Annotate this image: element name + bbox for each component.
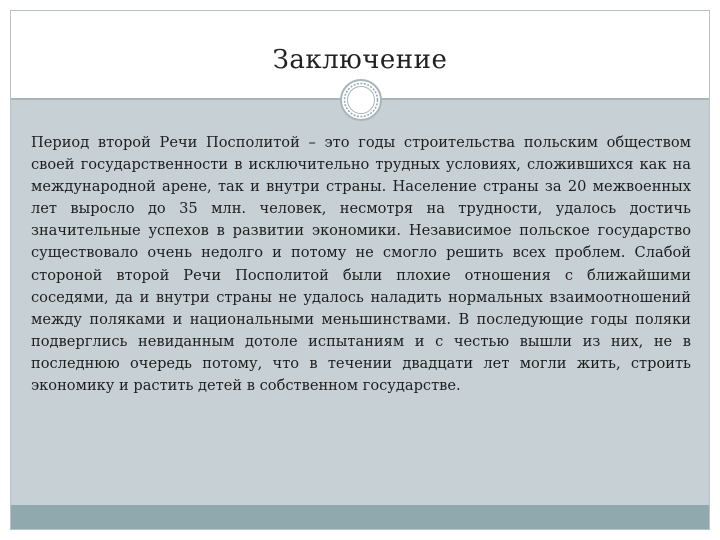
body-paragraph: Период второй Речи Посполитой – это годы строительства польским обществом своей государственности в исключительно трудных условиях, сложившихся как на международной арене, так и внутри страны. Население страны за 20 межвоенных лет выросло до 35 млн. человек, несмотря на трудности, удалось достичь значительные успехов в развитии экономики. Независимое польское государство существовало очень недолго и потому не смогло решить всех проблем. Слабой стороной второй Речи Посполитой были плохие отношения с ближайшими соседями, да и внутри страны не удалось наладить нормальных взаимоотношений между поляками и национальными меньшинствами. В последующие годы поляки подверглись невиданным дотоле испытаниям и с честью вышли из них, не в последнюю очередь потому, что в течении двадцати лет могли жить, строить экономику и растить детей в собственном государстве. [31,134,691,395]
circle-ornament-icon [339,78,383,122]
footer-bar [11,505,709,529]
content-area [11,100,709,505]
slide [10,10,710,530]
slide-title: Заключение [272,45,448,75]
